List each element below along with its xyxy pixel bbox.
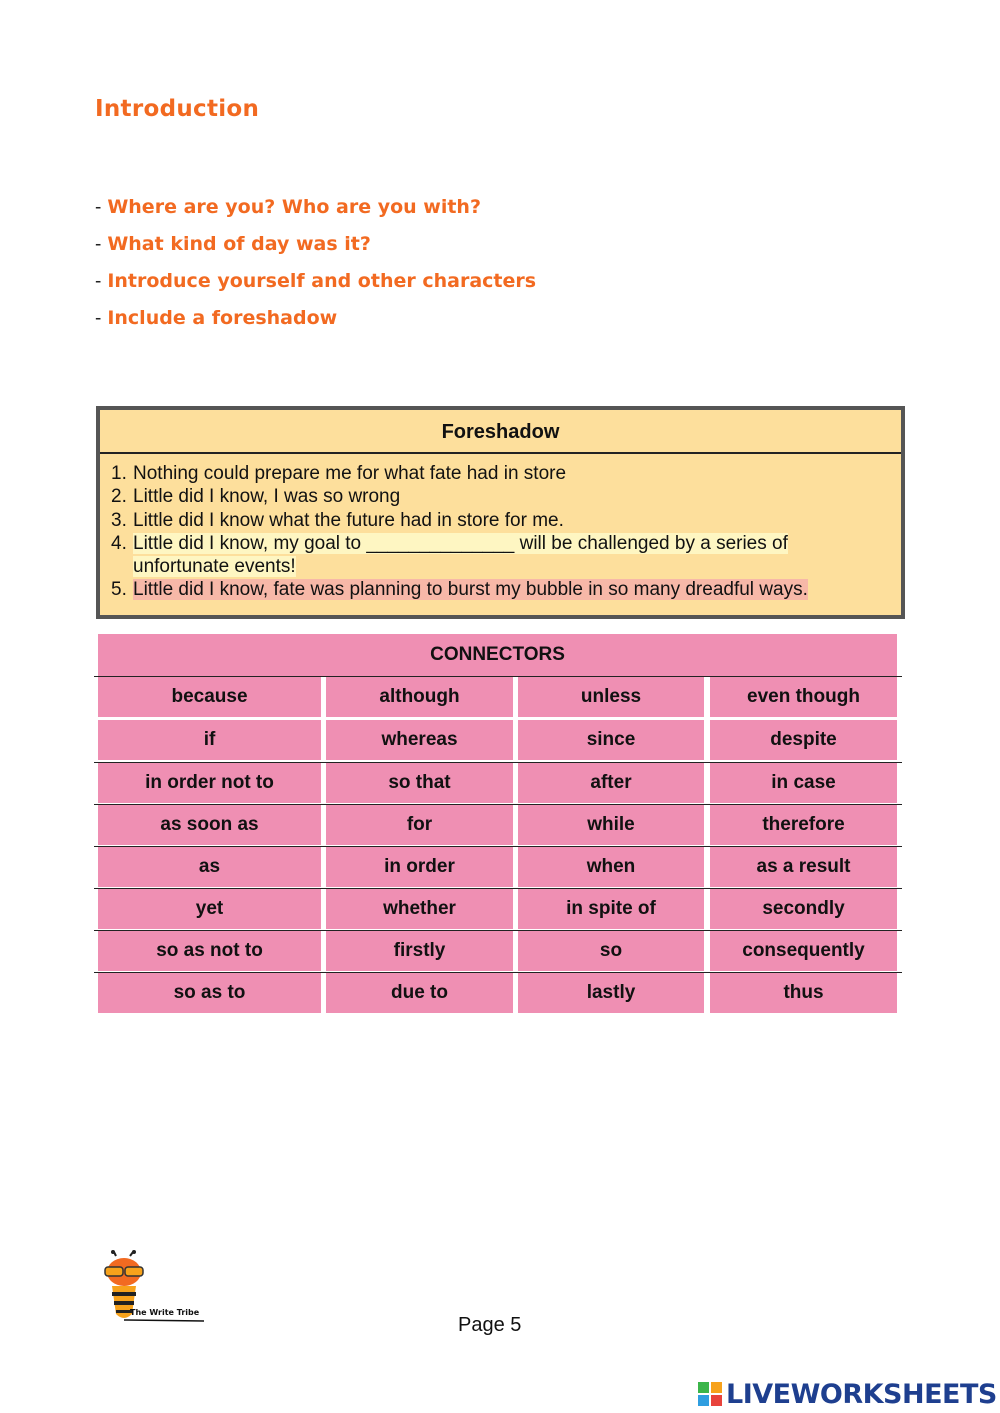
table-cell: secondly: [710, 889, 897, 929]
bullet-text: Include a foreshadow: [107, 307, 338, 329]
list-item: [100, 532, 901, 579]
table-cell: if: [98, 720, 321, 760]
list-item: - Where are you? Who are you with?: [95, 196, 481, 218]
write-tribe-logo: [100, 1250, 210, 1328]
table-cell: thus: [710, 973, 897, 1013]
list-item: - What kind of day was it?: [95, 233, 371, 255]
table-cell: due to: [326, 973, 513, 1013]
list-item: [100, 509, 901, 532]
item-number: 4.: [111, 532, 127, 554]
liveworksheets-brand: [698, 1376, 997, 1412]
table-row: [94, 972, 902, 1014]
list-item: [100, 462, 901, 485]
table-cell: whether: [326, 889, 513, 929]
intro-bullet-list: [95, 192, 536, 340]
table-cell: even though: [710, 677, 897, 717]
foreshadow-list: [100, 454, 901, 602]
item-text-continued: unfortunate events!: [133, 556, 296, 578]
table-cell: when: [518, 847, 704, 887]
item-text: Little did I know, my goal to ______________ will be challenged by a series of: [133, 532, 788, 554]
table-cell: whereas: [326, 720, 513, 760]
item-number: 2.: [111, 486, 127, 508]
list-item: [100, 578, 901, 601]
table-cell: in spite of: [518, 889, 704, 929]
table-row: [94, 846, 902, 888]
table-row: [94, 720, 902, 762]
liveworksheets-icon: [698, 1382, 724, 1406]
table-cell: so that: [326, 763, 513, 803]
table-cell: so as not to: [98, 931, 321, 971]
liveworksheets-logo-mark: [698, 1382, 724, 1406]
list-item: [100, 485, 901, 508]
logo-caption: The Write Tribe: [130, 1308, 200, 1317]
table-cell: firstly: [326, 931, 513, 971]
connectors-title: CONNECTORS: [98, 634, 897, 676]
item-text: Little did I know, I was so wrong: [133, 486, 401, 508]
bullet-text: Introduce yourself and other characters: [107, 270, 537, 292]
table-row: [94, 888, 902, 930]
table-cell: as: [98, 847, 321, 887]
table-cell: for: [326, 805, 513, 845]
table-cell: yet: [98, 889, 321, 929]
table-cell: so as to: [98, 973, 321, 1013]
table-cell: therefore: [710, 805, 897, 845]
table-row: [94, 804, 902, 846]
item-text: Little did I know what the future had in store for me.: [133, 509, 564, 531]
table-row: [94, 930, 902, 972]
table-cell: as a result: [710, 847, 897, 887]
table-cell: lastly: [518, 973, 704, 1013]
table-cell: so: [518, 931, 704, 971]
table-cell: since: [518, 720, 704, 760]
page-number: Page 5: [458, 1314, 522, 1336]
table-cell: because: [98, 677, 321, 717]
item-number: 3.: [111, 509, 127, 531]
table-cell: while: [518, 805, 704, 845]
table-cell: consequently: [710, 931, 897, 971]
foreshadow-box: [96, 406, 905, 619]
item-number: 1.: [111, 463, 127, 484]
table-cell: despite: [710, 720, 897, 760]
foreshadow-title: Foreshadow: [100, 410, 901, 454]
table-cell: unless: [518, 677, 704, 717]
list-item: - Include a foreshadow: [95, 307, 338, 329]
page-title: Introduction: [95, 96, 260, 122]
table-cell: in order: [326, 847, 513, 887]
list-item: - Introduce yourself and other characters: [95, 270, 537, 292]
table-row: [94, 762, 902, 804]
table-cell: in order not to: [98, 763, 321, 803]
bullet-text: Where are you? Who are you with?: [107, 196, 481, 218]
item-text: Nothing could prepare me for what fate had in store: [133, 463, 567, 484]
table-cell: in case: [710, 763, 897, 803]
brand-name: LIVEWORKSHEETS: [726, 1378, 997, 1410]
table-row: [94, 676, 902, 718]
bullet-text: What kind of day was it?: [107, 233, 371, 255]
table-cell: after: [518, 763, 704, 803]
item-text: Little did I know, fate was planning to burst my bubble in so many dreadful ways.: [133, 579, 808, 601]
item-number: 5.: [111, 579, 127, 601]
table-cell: as soon as: [98, 805, 321, 845]
table-cell: although: [326, 677, 513, 717]
